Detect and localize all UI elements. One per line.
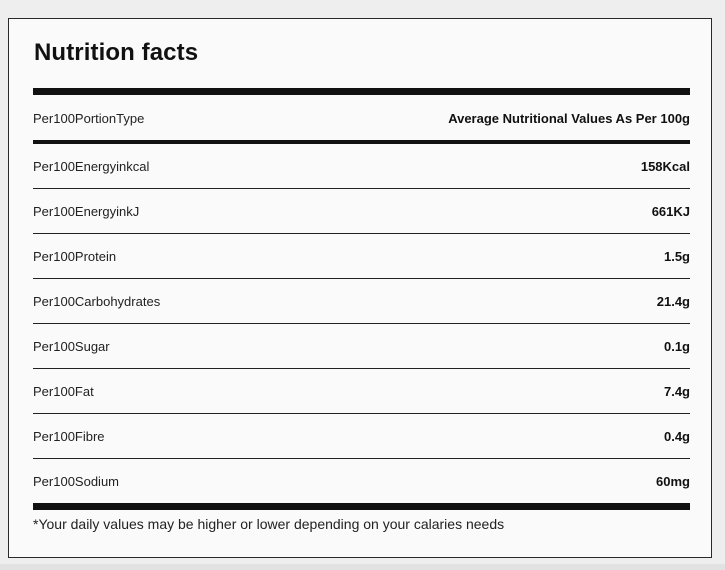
nutrient-label: Per100EnergyinkJ (33, 203, 140, 219)
nutrient-value: 21.4g (656, 293, 690, 309)
nutrient-value: 0.1g (663, 338, 690, 354)
nutrient-row-energy-kj (33, 200, 690, 222)
nutrient-value: 158Kcal (640, 158, 690, 174)
nutrient-label: Per100Sugar (33, 338, 110, 354)
nutrient-label: Per100Fibre (33, 428, 105, 444)
nutrient-label: Per100Fat (33, 383, 94, 399)
daily-values-footnote: *Your daily values may be higher or lower depending on your calaries needs (33, 516, 505, 532)
nutrient-value: 0.4g (663, 428, 690, 444)
nutrient-label: Per100Protein (33, 248, 117, 264)
nutrient-value: 661KJ (651, 203, 690, 219)
nutrition-facts-title: Nutrition facts (34, 39, 199, 66)
nutrition-facts-panel (8, 18, 712, 558)
row-divider (33, 188, 690, 189)
row-divider (33, 323, 690, 324)
portion-type-value: Average Nutritional Values As Per 100g (448, 110, 690, 126)
row-divider (33, 233, 690, 234)
row-divider (33, 368, 690, 369)
nutrient-row-energy-kcal (33, 155, 690, 177)
nutrient-label: Per100Carbohydrates (33, 293, 161, 309)
nutrient-label: Per100Sodium (33, 473, 119, 489)
top-thick-divider (33, 88, 690, 95)
bottom-thick-divider (33, 503, 690, 510)
page-bottom-strip (0, 564, 725, 570)
nutrient-value: 60mg (656, 473, 690, 489)
nutrient-value: 7.4g (663, 383, 690, 399)
nutrient-label: Per100Energyinkcal (33, 158, 150, 174)
nutrient-row-fat (33, 380, 690, 402)
nutrient-row-carbohydrates (33, 290, 690, 312)
row-divider (33, 278, 690, 279)
portion-type-label: Per100PortionType (33, 110, 145, 126)
row-divider (33, 458, 690, 459)
portion-type-row (33, 107, 690, 129)
nutrient-row-protein (33, 245, 690, 267)
nutrient-value: 1.5g (663, 248, 690, 264)
row-divider (33, 413, 690, 414)
nutrient-row-sugar (33, 335, 690, 357)
header-divider (33, 140, 690, 144)
nutrient-row-sodium (33, 470, 690, 492)
nutrient-row-fibre (33, 425, 690, 447)
